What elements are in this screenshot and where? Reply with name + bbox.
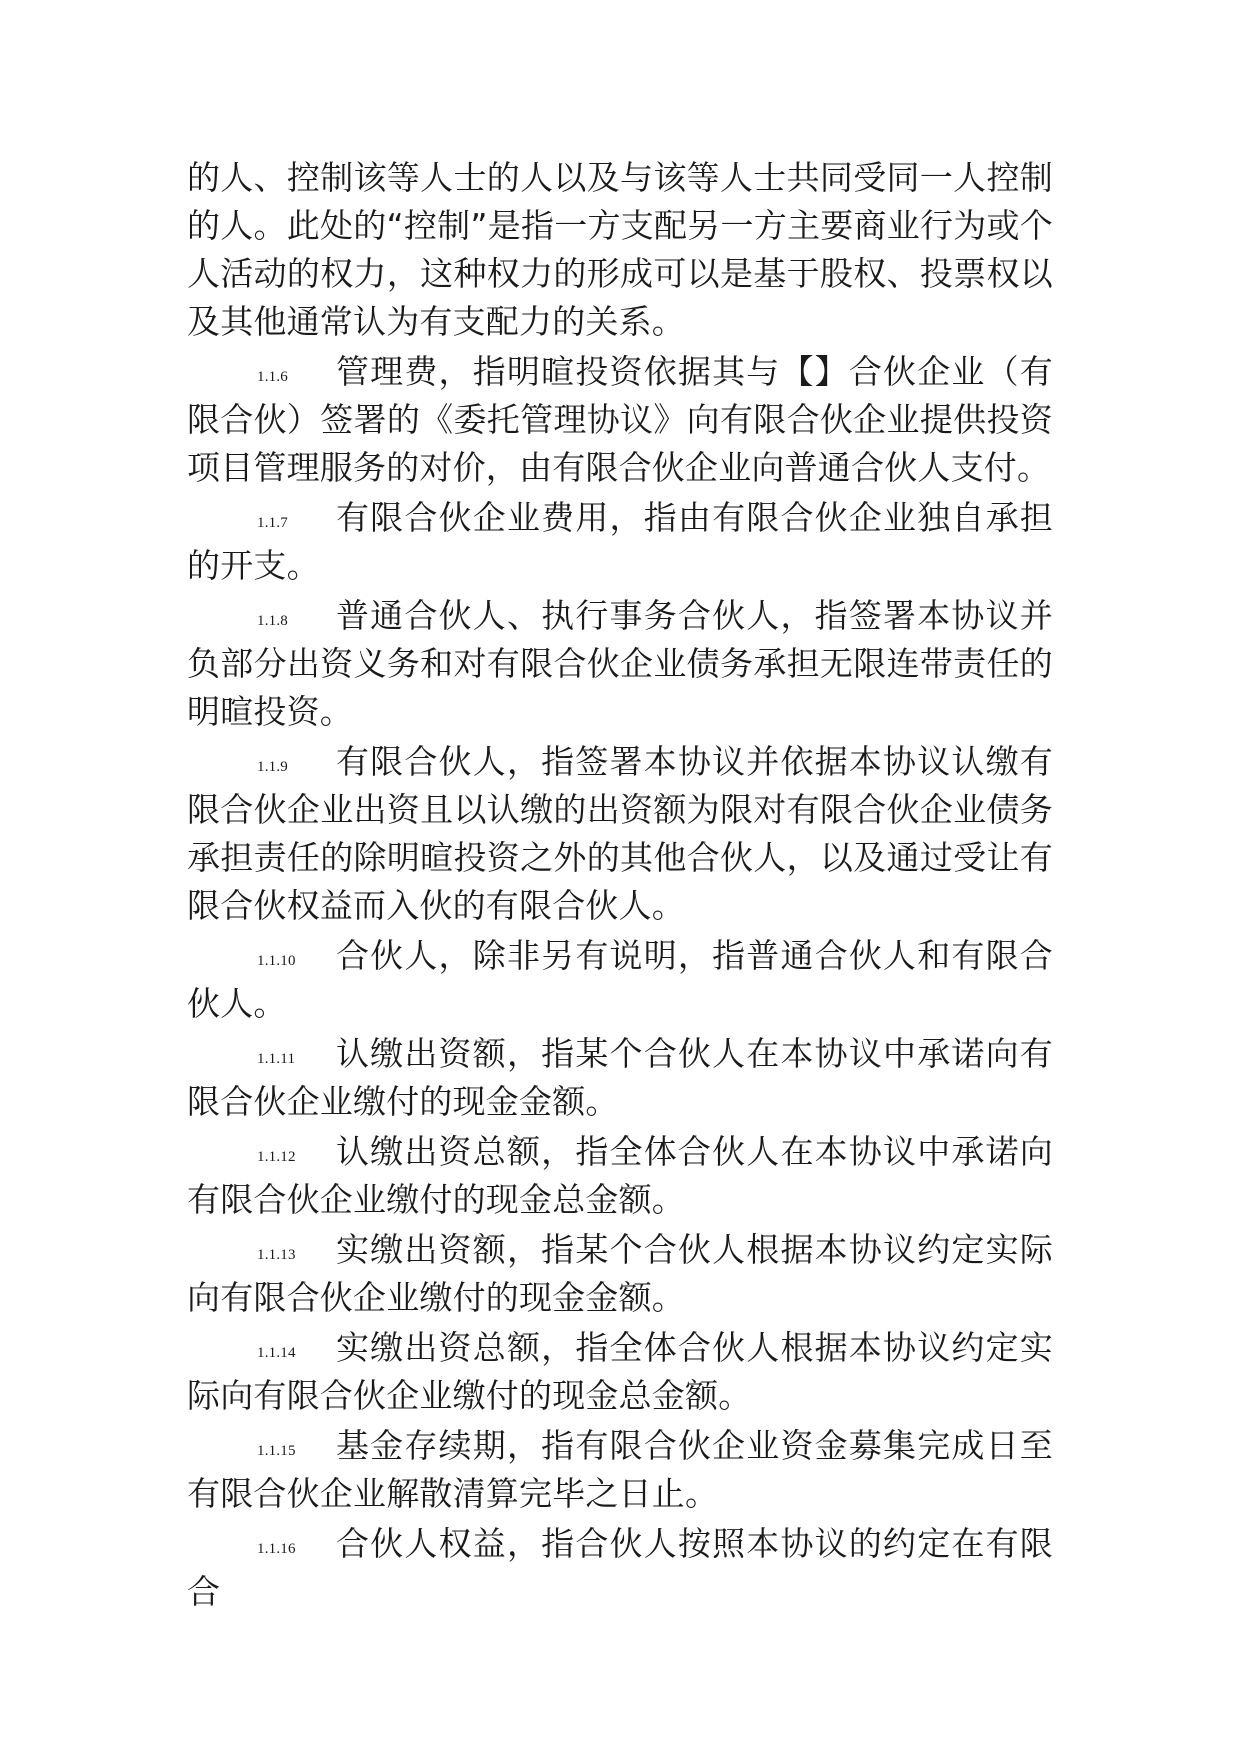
clause-1-1-9 xyxy=(187,738,1053,930)
clause-1-1-13 xyxy=(187,1226,1053,1322)
continuation-paragraph: 的人、控制该等人士的人以及与该等人士共同受同一人控制的人。此处的“控制”是指一方支配另一方主要商业行为或个人活动的权力，这种权力的形成可以是基于股权、投票权以及其他通常认为有支配力的关系。 xyxy=(187,158,1053,341)
document-body xyxy=(187,154,1053,1618)
clause-text: 基金存续期，指有限合伙企业资金募集完成日至有限合伙企业解散清算完毕之日止。 xyxy=(187,1426,1053,1513)
clause-1-1-15 xyxy=(187,1422,1053,1518)
clause-number: 1.1.7 xyxy=(257,515,288,531)
clause-number: 1.1.16 xyxy=(257,1541,296,1557)
clause-1-1-8 xyxy=(187,592,1053,736)
clause-1-1-14 xyxy=(187,1324,1053,1420)
clause-1-1-16 xyxy=(187,1520,1053,1616)
clause-text: 实缴出资总额，指全体合伙人根据本协议约定实际向有限合伙企业缴付的现金总金额。 xyxy=(187,1328,1053,1415)
clause-number: 1.1.9 xyxy=(257,759,288,775)
clause-text: 有限合伙人，指签署本协议并依据本协议认缴有限合伙企业出资且以认缴的出资额为限对有限合伙企业债务承担责任的除明暄投资之外的其他合伙人，以及通过受让有限合伙权益而入伙的有限合伙人。 xyxy=(187,742,1053,925)
clause-text: 认缴出资总额，指全体合伙人在本协议中承诺向有限合伙企业缴付的现金总金额。 xyxy=(187,1132,1053,1219)
clause-number: 1.1.12 xyxy=(257,1149,296,1165)
clause-number: 1.1.10 xyxy=(257,953,296,969)
clause-1-1-10 xyxy=(187,932,1053,1028)
clause-text: 管理费，指明暄投资依据其与【】合伙企业（有限合伙）签署的《委托管理协议》向有限合伙企业提供投资项目管理服务的对价，由有限合伙企业向普通合伙人支付。 xyxy=(187,352,1053,487)
clause-number: 1.1.8 xyxy=(257,613,288,629)
clause-number: 1.1.14 xyxy=(257,1345,296,1361)
clause-text: 合伙人权益，指合伙人按照本协议的约定在有限合 xyxy=(187,1524,1053,1611)
clause-number: 1.1.11 xyxy=(257,1051,296,1067)
clause-1-1-6 xyxy=(187,348,1053,492)
clause-text: 实缴出资额，指某个合伙人根据本协议约定实际向有限合伙企业缴付的现金金额。 xyxy=(187,1230,1053,1317)
clause-number: 1.1.15 xyxy=(257,1443,296,1459)
clause-1-1-7 xyxy=(187,494,1053,590)
clause-text: 认缴出资额，指某个合伙人在本协议中承诺向有限合伙企业缴付的现金金额。 xyxy=(187,1034,1053,1121)
clause-number: 1.1.6 xyxy=(257,369,288,385)
clause-number: 1.1.13 xyxy=(257,1247,296,1263)
clause-text: 合伙人，除非另有说明，指普通合伙人和有限合伙人。 xyxy=(187,936,1053,1023)
clause-1-1-11 xyxy=(187,1030,1053,1126)
clause-text: 有限合伙企业费用，指由有限合伙企业独自承担的开支。 xyxy=(187,498,1053,585)
clause-1-1-12 xyxy=(187,1128,1053,1224)
clause-text: 普通合伙人、执行事务合伙人，指签署本协议并负部分出资义务和对有限合伙企业债务承担无限连带责任的明暄投资。 xyxy=(187,596,1053,731)
